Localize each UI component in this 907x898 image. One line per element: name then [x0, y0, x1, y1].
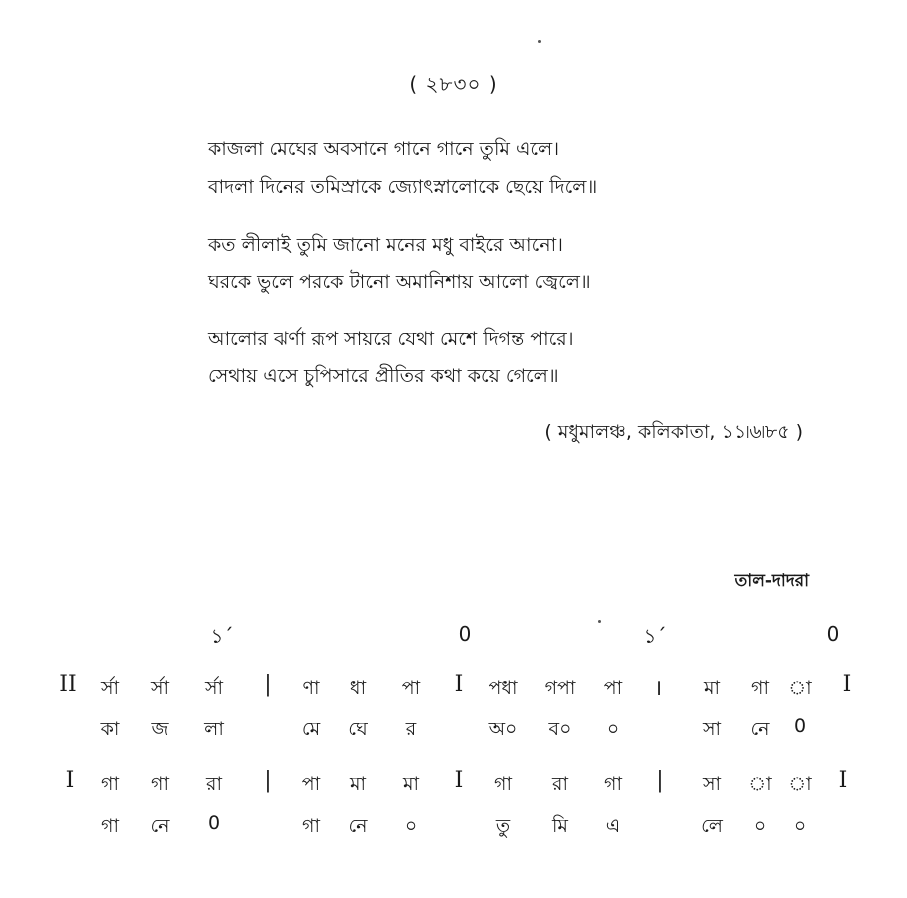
note-cell: গা — [151, 773, 169, 795]
beat-mark: 0 — [458, 622, 472, 646]
note-cell: র্সা — [100, 677, 120, 699]
note-cell: ণা — [302, 677, 320, 699]
syllable-cell: জ — [151, 718, 169, 740]
syllable-cell: র — [405, 718, 417, 740]
note-cell: র্সা — [150, 677, 170, 699]
song-number: ( ২৮৩০ ) — [409, 72, 498, 96]
double-bar-mark: II — [59, 672, 77, 697]
lyric-line-1: কাজলা মেঘের অবসানে গানে গানে তুমি এলে। — [208, 138, 560, 160]
print-speck — [598, 620, 601, 623]
lyric-line-3: কত লীলাই তুমি জানো মনের মধু বাইরে আনো। — [208, 234, 563, 256]
lyric-line-5: আলোর ঝর্ণা রূপ সায়রে যেথা মেশে দিগন্ত পারে। — [208, 328, 574, 350]
note-cell: রা — [206, 773, 222, 795]
syllable-cell: সা — [702, 718, 722, 740]
bar-mark: । — [653, 676, 663, 701]
syllable-cell: ০ — [793, 815, 807, 837]
syllable-cell: ০ — [753, 815, 767, 837]
bar-mark: I — [65, 768, 75, 793]
syllable-cell: মে — [301, 718, 321, 740]
syllable-cell: নে — [150, 815, 170, 837]
syllable-cell: গা — [302, 815, 320, 837]
syllable-cell: 0 — [793, 715, 807, 737]
note-cell: পধা — [488, 677, 518, 699]
syllable-cell: মি — [552, 815, 568, 837]
syllable-cell: ০ — [404, 815, 418, 837]
bar-mark: | — [656, 768, 664, 793]
lyric-line-6: সেথায় এসে চুপিসারে প্রীতির কথা কয়ে গেলে॥ — [208, 365, 559, 387]
syllable-cell: কা — [100, 718, 120, 740]
beat-mark: ১´ — [643, 624, 667, 648]
note-cell: মা — [703, 677, 721, 699]
note-cell: পা — [401, 677, 421, 699]
syllable-cell: 0 — [207, 812, 221, 834]
note-cell: সা — [702, 773, 722, 795]
note-cell: গপা — [544, 677, 576, 699]
lyric-line-2: বাদলা দিনের তমিস্রাকে জ্যোৎস্নালোকে ছেয়ে দিলে॥ — [208, 176, 598, 198]
bar-mark: I — [842, 672, 852, 697]
tala-label: তাল-দাদরা — [734, 571, 809, 591]
bar-mark: I — [454, 672, 464, 697]
bar-mark: I — [454, 768, 464, 793]
note-cell: মা — [402, 773, 420, 795]
note-cell: পা — [301, 773, 321, 795]
beat-mark: ১´ — [210, 624, 234, 648]
note-cell: া — [748, 773, 772, 795]
note-cell: গা — [494, 773, 512, 795]
syllable-cell: ঘে — [348, 718, 368, 740]
note-cell: পা — [603, 677, 623, 699]
bar-mark: I — [838, 768, 848, 793]
print-speck — [538, 40, 541, 43]
bar-mark: | — [264, 672, 272, 697]
syllable-cell: লা — [204, 718, 224, 740]
syllable-cell: অ০ — [488, 718, 518, 740]
note-cell: গা — [751, 677, 769, 699]
syllable-cell: ব০ — [548, 718, 572, 740]
syllable-cell: এ — [605, 815, 621, 837]
source-citation: ( মধুমালঞ্চ, কলিকাতা, ১১৷৬৷৮৫ ) — [544, 421, 803, 443]
syllable-cell: ০ — [606, 718, 620, 740]
note-cell: ধা — [349, 677, 367, 699]
bar-mark: | — [264, 768, 272, 793]
syllable-cell: নে — [348, 815, 368, 837]
syllable-cell: নে — [750, 718, 770, 740]
note-cell: মা — [349, 773, 367, 795]
note-cell: গা — [101, 773, 119, 795]
beat-mark: 0 — [826, 622, 840, 646]
syllable-cell: লে — [701, 815, 723, 837]
note-cell: া — [788, 677, 812, 699]
syllable-cell: গা — [101, 815, 119, 837]
note-cell: রা — [552, 773, 568, 795]
note-cell: র্সা — [204, 677, 224, 699]
lyric-line-4: ঘরকে ভুলে পরকে টানো অমানিশায় আলো জ্বেলে॥ — [208, 271, 591, 293]
syllable-cell: তু — [495, 815, 511, 837]
note-cell: গা — [604, 773, 622, 795]
note-cell: া — [788, 773, 812, 795]
